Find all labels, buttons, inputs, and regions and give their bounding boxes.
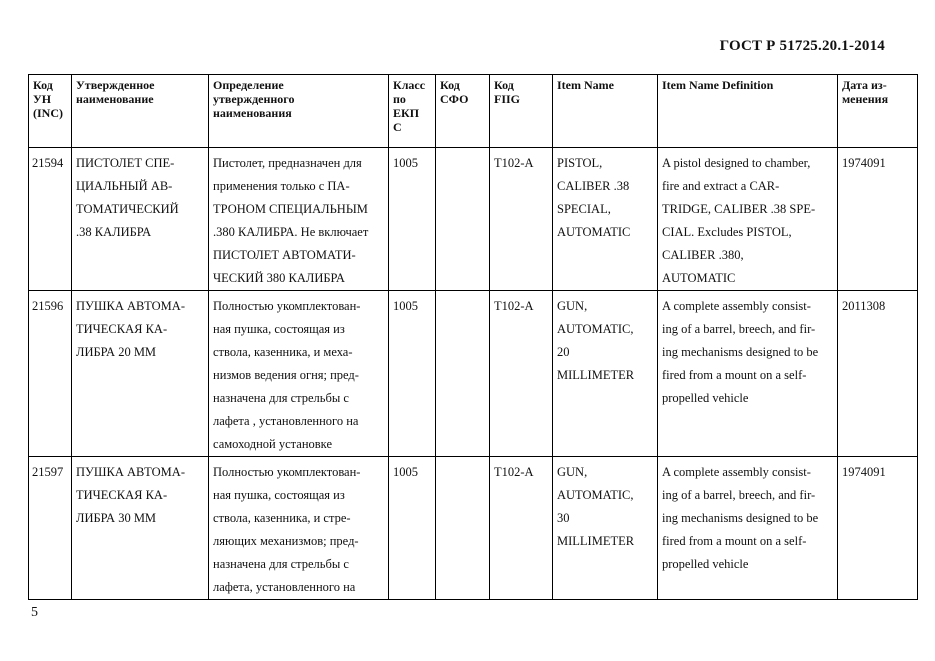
text-line: лафета , установленного на (213, 414, 359, 428)
text-line: ТИЧЕСКАЯ КА- (76, 322, 168, 336)
text-line: A complete assembly consist- (662, 299, 811, 313)
text-line: ing of a barrel, breech, and fir- (662, 488, 816, 502)
text-line: CIAL. Excludes PISTOL, (662, 225, 792, 239)
text-line: Класс (393, 78, 426, 92)
text-line: менения (842, 92, 889, 106)
text-line: propelled vehicle (662, 557, 749, 571)
cell-item-name (553, 457, 658, 600)
text-line: propelled vehicle (662, 391, 749, 405)
table-row (29, 291, 918, 457)
cell-approved-name (72, 291, 209, 457)
text-line: ПИСТОЛЕТ АВТОМАТИ- (213, 248, 356, 262)
text-line: ЦИАЛЬНЫЙ АВ- (76, 179, 173, 193)
cell-fiig-code: T102-A (490, 148, 553, 291)
text-line: ПУШКА АВТОМА- (76, 465, 185, 479)
text-line: ТОМАТИЧЕСКИЙ (76, 202, 179, 216)
header-fiig-code (490, 75, 553, 148)
cell-inc: 21594 (29, 148, 72, 291)
text-line: Дата из- (842, 78, 887, 92)
text-line: 30 (557, 511, 570, 525)
text-line: самоходной установке (213, 437, 332, 451)
text-line: Полностью укомплектован- (213, 299, 361, 313)
text-line: 20 (557, 345, 570, 359)
cell-sfo-code (436, 457, 490, 600)
text-line: СФО (440, 92, 469, 106)
text-line: ЛИБРА 20 ММ (76, 345, 157, 359)
text-line: Код (494, 78, 514, 92)
text-line: назначена для стрельбы с (213, 391, 349, 405)
header-approved-name (72, 75, 209, 148)
text-line: по (393, 92, 406, 106)
text-line: С (393, 120, 402, 134)
page-number: 5 (31, 605, 38, 620)
cell-item-name-definition (658, 148, 838, 291)
text-line: ПУШКА АВТОМА- (76, 299, 185, 313)
table-row (29, 457, 918, 600)
text-line: A pistol designed to chamber, (662, 156, 811, 170)
text-line: .380 КАЛИБРА. Не включает (213, 225, 369, 239)
text-line: AUTOMATIC, (557, 488, 634, 502)
text-line: TRIDGE, CALIBER .38 SPE- (662, 202, 816, 216)
text-line: ing mechanisms designed to be (662, 345, 819, 359)
cell-sfo-code (436, 148, 490, 291)
header-sfo-code (436, 75, 490, 148)
cell-inc: 21596 (29, 291, 72, 457)
cell-item-name-definition (658, 457, 838, 600)
cell-class: 1005 (389, 457, 436, 600)
text-line: ТИЧЕСКАЯ КА- (76, 488, 168, 502)
text-line: ляющих механизмов; пред- (213, 534, 359, 548)
header-item-name (553, 75, 658, 148)
cell-fiig-code: T102-A (490, 291, 553, 457)
text-line: низмов ведения огня; пред- (213, 368, 359, 382)
cell-class: 1005 (389, 291, 436, 457)
text-line: ная пушка, состоящая из (213, 322, 345, 336)
text-line: AUTOMATIC (662, 271, 736, 285)
text-line: ЧЕСКИЙ 380 КАЛИБРА (213, 271, 345, 285)
item-names-table (28, 74, 918, 600)
text-line: Пистолет, предназначен для (213, 156, 362, 170)
text-line: Определение (213, 78, 284, 92)
header-inc (29, 75, 72, 148)
header-name-definition (209, 75, 389, 148)
cell-change-date: 1974091 (838, 148, 918, 291)
cell-name-definition (209, 148, 389, 291)
document-standard-number: ГОСТ Р 51725.20.1-2014 (719, 38, 885, 54)
header-item-name-definition (658, 75, 838, 148)
cell-item-name (553, 291, 658, 457)
text-line: ing of a barrel, breech, and fir- (662, 322, 816, 336)
cell-item-name-definition (658, 291, 838, 457)
text-line: назначена для стрельбы с (213, 557, 349, 571)
header-change-date (838, 75, 918, 148)
text-line: ствола, казенника, и стре- (213, 511, 351, 525)
cell-change-date: 1974091 (838, 457, 918, 600)
text-line: УН (33, 92, 52, 106)
header-class (389, 75, 436, 148)
text-line: MILLIMETER (557, 368, 635, 382)
text-line: лафета, установленного на (213, 580, 356, 594)
text-line: CALIBER .38 (557, 179, 630, 193)
cell-change-date: 2011308 (838, 291, 918, 457)
text-line: PISTOL, (557, 156, 603, 170)
text-line: (INC) (33, 106, 63, 120)
text-line: ная пушка, состоящая из (213, 488, 345, 502)
text-line: Item Name Definition (662, 78, 774, 92)
text-line: GUN, (557, 465, 588, 479)
text-line: ЛИБРА 30 ММ (76, 511, 157, 525)
text-line: утвержденного (213, 92, 295, 106)
text-line: GUN, (557, 299, 588, 313)
text-line: MILLIMETER (557, 534, 635, 548)
text-line: ТРОНОМ СПЕЦИАЛЬНЫМ (213, 202, 368, 216)
cell-sfo-code (436, 291, 490, 457)
text-line: Код (440, 78, 460, 92)
text-line: CALIBER .380, (662, 248, 744, 262)
text-line: fire and extract a CAR- (662, 179, 780, 193)
cell-name-definition (209, 457, 389, 600)
cell-inc: 21597 (29, 457, 72, 600)
text-line: fired from a mount on a self- (662, 368, 807, 382)
cell-item-name (553, 148, 658, 291)
text-line: SPECIAL, (557, 202, 611, 216)
text-line: .38 КАЛИБРА (76, 225, 152, 239)
text-line: fired from a mount on a self- (662, 534, 807, 548)
cell-name-definition (209, 291, 389, 457)
table-row (29, 148, 918, 291)
text-line: наименования (213, 106, 292, 120)
text-line: ПИСТОЛЕТ СПЕ- (76, 156, 175, 170)
text-line: применения только с ПА- (213, 179, 350, 193)
text-line: AUTOMATIC (557, 225, 631, 239)
text-line: Item Name (557, 78, 614, 92)
text-line: ствола, казенника, и меха- (213, 345, 353, 359)
text-line: A complete assembly consist- (662, 465, 811, 479)
text-line: Код (33, 78, 53, 92)
text-line: ing mechanisms designed to be (662, 511, 819, 525)
cell-fiig-code: T102-A (490, 457, 553, 600)
table-header-row (29, 75, 918, 148)
text-line: Полностью укомплектован- (213, 465, 361, 479)
cell-class: 1005 (389, 148, 436, 291)
cell-approved-name (72, 457, 209, 600)
text-line: наименование (76, 92, 154, 106)
text-line: AUTOMATIC, (557, 322, 634, 336)
text-line: Утвержденное (76, 78, 155, 92)
text-line: ЕКП (393, 106, 420, 120)
cell-approved-name (72, 148, 209, 291)
text-line: FIIG (494, 92, 521, 106)
